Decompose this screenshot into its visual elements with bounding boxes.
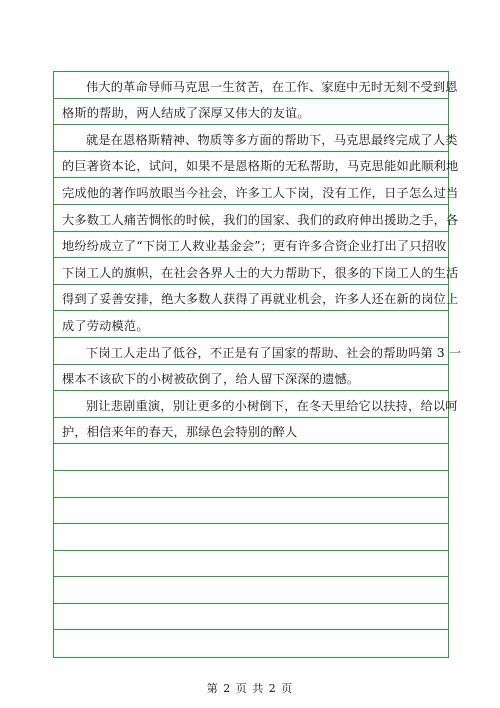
paper-line [54,498,448,525]
line-text: 棵本不该砍下的小树被砍倒了，给人留下深深的遗憾。 [62,372,360,387]
line-text: 下岗工人走出了低谷，不正是有了国家的帮助、社会的帮助吗第 3 一 [86,345,462,360]
paper-line [54,391,458,418]
line-text: 下岗工人的旗帜，在社会各界人士的大力帮助下，很多的下岗工人的生活 [62,265,459,280]
paper-line [54,258,459,285]
line-text: 格斯的帮助，两人结成了深厚又伟大的友谊。 [62,106,310,121]
line-text: 成了劳动模范。 [62,318,149,333]
line-text: 就是在恩格斯精神、物质等多方面的帮助下，马克思最终完成了人类 [86,132,458,147]
paper-line [54,577,448,604]
paper-line [54,152,459,179]
paper-line [54,551,448,578]
line-text: 的巨著资本论，试问，如果不是恩格斯的无私帮助，马克思能如此顺利地 [62,159,459,174]
line-text: 完成他的著作吗放眼当今社会，许多工人下岗，没有工作，日子怎么过当 [62,185,459,200]
paper-line [54,232,448,259]
lined-paper [53,71,462,658]
paper-line [54,205,459,232]
paper-line [54,338,462,365]
paper-line [54,418,448,445]
paper-line [54,72,458,99]
paper-line [54,178,459,205]
paper-line [54,285,459,312]
line-text: 地纷纷成立了“下岗工人救业基金会”；更有许多合资企业打出了只招收 [62,239,447,254]
paper-line [54,471,448,498]
paper-line [54,125,458,152]
line-text: 护，相信来年的春天，那绿色会特别的醉人 [62,425,298,440]
line-text: 得到了妥善安排，绝大多数人获得了再就业机会，许多人还在新的岗位上 [62,292,459,307]
paper-line [54,99,448,126]
page-footer: 第 2 页 共 2 页 [206,682,294,695]
line-text: 大多数工人痛苦惆怅的时候，我们的国家、我们的政府伸出援助之手，各 [62,212,459,227]
paper-line [54,604,448,631]
paper-line [54,311,448,338]
line-text: 别让悲剧重演，别让更多的小树倒下，在冬天里给它以扶持，给以呵 [86,398,458,413]
paper-line [54,365,448,392]
paper-line [54,444,448,471]
line-text: 伟大的革命导师马克思一生贫苦，在工作、家庭中无时无刻不受到恩 [86,79,458,94]
paper-line [54,630,448,657]
paper-line [54,524,448,551]
